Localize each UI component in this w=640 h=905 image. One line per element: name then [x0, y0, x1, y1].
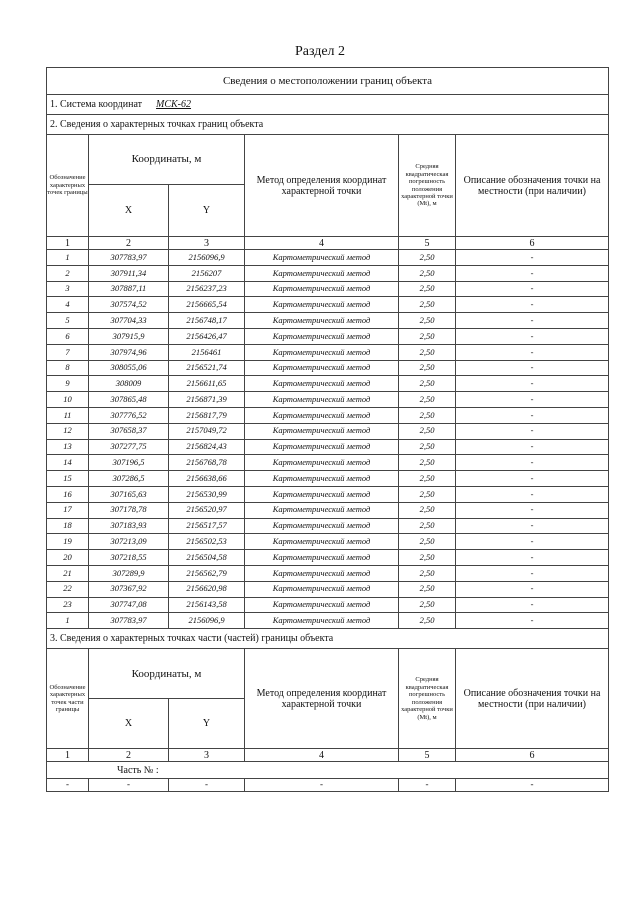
accuracy-cell: 2,50	[399, 360, 456, 376]
x-coordinate-cell: 307974,96	[89, 344, 169, 360]
description-cell: -	[456, 613, 609, 629]
col-number: 1	[47, 237, 89, 250]
x-coordinate-cell: 307277,75	[89, 439, 169, 455]
col-y-header: Y	[169, 185, 245, 237]
description-cell: -	[456, 281, 609, 297]
accuracy-cell: 2,50	[399, 376, 456, 392]
y-coordinate-cell: 2156562,79	[169, 565, 245, 581]
method-cell: Картометрический метод	[245, 502, 399, 518]
y-coordinate-cell: 2156520,97	[169, 502, 245, 518]
method-cell: Картометрический метод	[245, 439, 399, 455]
col-number: 2	[89, 237, 169, 250]
method-cell: Картометрический метод	[245, 534, 399, 550]
x-coordinate-cell: 307574,52	[89, 297, 169, 313]
table-row	[47, 597, 609, 613]
point-number-cell: 2	[47, 265, 89, 281]
method-cell: Картометрический метод	[245, 613, 399, 629]
point-number-cell: 23	[47, 597, 89, 613]
x-coordinate-cell: 307289,9	[89, 565, 169, 581]
table-row	[47, 439, 609, 455]
y-coordinate-cell: 2156638,66	[169, 471, 245, 487]
part-col-method-header: Метод определения координат характерной точки	[245, 649, 399, 749]
y-coordinate-cell: 2156096,9	[169, 613, 245, 629]
table-row	[47, 502, 609, 518]
method-cell: Картометрический метод	[245, 344, 399, 360]
x-coordinate-cell: 307783,97	[89, 613, 169, 629]
method-cell: Картометрический метод	[245, 518, 399, 534]
table-row	[47, 360, 609, 376]
table-row	[47, 250, 609, 266]
part-number-label: Часть № :	[47, 762, 609, 779]
description-cell: -	[456, 597, 609, 613]
point-number-cell: 6	[47, 328, 89, 344]
method-cell: Картометрический метод	[245, 313, 399, 329]
point-number-cell: 9	[47, 376, 89, 392]
x-coordinate-cell: 307911,34	[89, 265, 169, 281]
table-row	[47, 518, 609, 534]
x-coordinate-cell: 307747,08	[89, 597, 169, 613]
method-cell: Картометрический метод	[245, 392, 399, 408]
description-cell: -	[456, 534, 609, 550]
point-number-cell: 22	[47, 581, 89, 597]
col-number: 5	[399, 749, 456, 762]
empty-cell: -	[89, 779, 169, 792]
method-cell: Картометрический метод	[245, 565, 399, 581]
column-numbers-row	[47, 237, 609, 250]
accuracy-cell: 2,50	[399, 328, 456, 344]
col-number: 1	[47, 749, 89, 762]
x-coordinate-cell: 308055,06	[89, 360, 169, 376]
part-col-coords-header: Координаты, м	[89, 649, 245, 699]
y-coordinate-cell: 2156504,58	[169, 550, 245, 566]
part-col-designation-header: Обозначение характерных точек части границы	[47, 649, 89, 749]
point-number-cell: 12	[47, 423, 89, 439]
x-coordinate-cell: 307213,09	[89, 534, 169, 550]
method-cell: Картометрический метод	[245, 455, 399, 471]
point-number-cell: 11	[47, 407, 89, 423]
point-number-cell: 21	[47, 565, 89, 581]
part-col-x-header: X	[89, 699, 169, 749]
table-row	[47, 486, 609, 502]
table-row	[47, 407, 609, 423]
accuracy-cell: 2,50	[399, 392, 456, 408]
point-number-cell: 8	[47, 360, 89, 376]
description-cell: -	[456, 486, 609, 502]
accuracy-cell: 2,50	[399, 455, 456, 471]
y-coordinate-cell: 2156237,23	[169, 281, 245, 297]
part-empty-row	[47, 779, 609, 792]
part-col-accuracy-header: Средняя квадратическая погрешность положения характерной точки (Mt), м	[399, 649, 456, 749]
table-row	[47, 581, 609, 597]
point-number-cell: 3	[47, 281, 89, 297]
description-cell: -	[456, 376, 609, 392]
table-row	[47, 297, 609, 313]
x-coordinate-cell: 307286,5	[89, 471, 169, 487]
table-row	[47, 281, 609, 297]
y-coordinate-cell: 2156817,79	[169, 407, 245, 423]
table-row	[47, 376, 609, 392]
table-row	[47, 328, 609, 344]
x-coordinate-cell: 307887,11	[89, 281, 169, 297]
main-heading: Сведения о местоположении границ объекта	[47, 68, 609, 95]
point-number-cell: 1	[47, 613, 89, 629]
method-cell: Картометрический метод	[245, 250, 399, 266]
description-cell: -	[456, 565, 609, 581]
part-col-description-header: Описание обозначения точки на местности (при наличии)	[456, 649, 609, 749]
accuracy-cell: 2,50	[399, 265, 456, 281]
description-cell: -	[456, 518, 609, 534]
accuracy-cell: 2,50	[399, 534, 456, 550]
col-number: 5	[399, 237, 456, 250]
point-number-cell: 15	[47, 471, 89, 487]
x-coordinate-cell: 307178,78	[89, 502, 169, 518]
accuracy-cell: 2,50	[399, 313, 456, 329]
empty-cell: -	[456, 779, 609, 792]
y-coordinate-cell: 2156143,58	[169, 597, 245, 613]
x-coordinate-cell: 307196,5	[89, 455, 169, 471]
table-row	[47, 613, 609, 629]
method-cell: Картометрический метод	[245, 550, 399, 566]
point-number-cell: 17	[47, 502, 89, 518]
y-coordinate-cell: 2156426,47	[169, 328, 245, 344]
x-coordinate-cell: 307915,9	[89, 328, 169, 344]
point-number-cell: 18	[47, 518, 89, 534]
accuracy-cell: 2,50	[399, 550, 456, 566]
table-row	[47, 392, 609, 408]
x-coordinate-cell: 307183,93	[89, 518, 169, 534]
boundaries-table	[46, 67, 609, 792]
description-cell: -	[456, 581, 609, 597]
point-number-cell: 5	[47, 313, 89, 329]
description-cell: -	[456, 360, 609, 376]
part-col-y-header: Y	[169, 699, 245, 749]
accuracy-cell: 2,50	[399, 471, 456, 487]
description-cell: -	[456, 455, 609, 471]
y-coordinate-cell: 2157049,72	[169, 423, 245, 439]
col-number: 6	[456, 749, 609, 762]
description-cell: -	[456, 550, 609, 566]
description-cell: -	[456, 439, 609, 455]
empty-cell: -	[47, 779, 89, 792]
section3-heading: 3. Сведения о характерных точках части (частей) границы объекта	[47, 629, 609, 649]
method-cell: Картометрический метод	[245, 423, 399, 439]
method-cell: Картометрический метод	[245, 581, 399, 597]
table-row	[47, 534, 609, 550]
coordinate-system-row	[47, 95, 609, 115]
accuracy-cell: 2,50	[399, 297, 456, 313]
description-cell: -	[456, 407, 609, 423]
point-number-cell: 4	[47, 297, 89, 313]
table-row	[47, 455, 609, 471]
coordinate-system-label: 1. Система координат	[50, 99, 143, 110]
method-cell: Картометрический метод	[245, 597, 399, 613]
method-cell: Картометрический метод	[245, 328, 399, 344]
y-coordinate-cell: 2156461	[169, 344, 245, 360]
table-row	[47, 313, 609, 329]
description-cell: -	[456, 344, 609, 360]
y-coordinate-cell: 2156502,53	[169, 534, 245, 550]
point-number-cell: 14	[47, 455, 89, 471]
x-coordinate-cell: 307783,97	[89, 250, 169, 266]
accuracy-cell: 2,50	[399, 613, 456, 629]
x-coordinate-cell: 307704,33	[89, 313, 169, 329]
accuracy-cell: 2,50	[399, 581, 456, 597]
accuracy-cell: 2,50	[399, 439, 456, 455]
empty-cell: -	[169, 779, 245, 792]
table-row	[47, 550, 609, 566]
method-cell: Картометрический метод	[245, 486, 399, 502]
accuracy-cell: 2,50	[399, 502, 456, 518]
col-number: 3	[169, 237, 245, 250]
description-cell: -	[456, 423, 609, 439]
point-number-cell: 13	[47, 439, 89, 455]
point-number-cell: 7	[47, 344, 89, 360]
description-cell: -	[456, 328, 609, 344]
y-coordinate-cell: 2156517,57	[169, 518, 245, 534]
accuracy-cell: 2,50	[399, 250, 456, 266]
col-number: 6	[456, 237, 609, 250]
point-number-cell: 20	[47, 550, 89, 566]
col-number: 2	[89, 749, 169, 762]
description-cell: -	[456, 502, 609, 518]
x-coordinate-cell: 307865,48	[89, 392, 169, 408]
accuracy-cell: 2,50	[399, 344, 456, 360]
col-accuracy-header: Средняя квадратическая погрешность положения характерной точки (Mt), м	[399, 135, 456, 237]
empty-cell: -	[245, 779, 399, 792]
x-coordinate-cell: 307658,37	[89, 423, 169, 439]
y-coordinate-cell: 2156207	[169, 265, 245, 281]
table-row	[47, 471, 609, 487]
section2-heading: 2. Сведения о характерных точках границ объекта	[47, 115, 609, 135]
point-number-cell: 1	[47, 250, 89, 266]
description-cell: -	[456, 297, 609, 313]
part-column-numbers-row	[47, 749, 609, 762]
method-cell: Картометрический метод	[245, 360, 399, 376]
empty-cell: -	[399, 779, 456, 792]
y-coordinate-cell: 2156768,78	[169, 455, 245, 471]
accuracy-cell: 2,50	[399, 518, 456, 534]
description-cell: -	[456, 392, 609, 408]
y-coordinate-cell: 2156748,17	[169, 313, 245, 329]
accuracy-cell: 2,50	[399, 565, 456, 581]
accuracy-cell: 2,50	[399, 407, 456, 423]
col-number: 4	[245, 237, 399, 250]
col-number: 4	[245, 749, 399, 762]
accuracy-cell: 2,50	[399, 486, 456, 502]
x-coordinate-cell: 307776,52	[89, 407, 169, 423]
point-number-cell: 10	[47, 392, 89, 408]
x-coordinate-cell: 307218,55	[89, 550, 169, 566]
table-row	[47, 423, 609, 439]
table-row	[47, 265, 609, 281]
y-coordinate-cell: 2156824,43	[169, 439, 245, 455]
y-coordinate-cell: 2156521,74	[169, 360, 245, 376]
y-coordinate-cell: 2156096,9	[169, 250, 245, 266]
x-coordinate-cell: 308009	[89, 376, 169, 392]
description-cell: -	[456, 265, 609, 281]
method-cell: Картометрический метод	[245, 471, 399, 487]
x-coordinate-cell: 307165,63	[89, 486, 169, 502]
method-cell: Картометрический метод	[245, 407, 399, 423]
point-number-cell: 19	[47, 534, 89, 550]
table-row	[47, 344, 609, 360]
point-number-cell: 16	[47, 486, 89, 502]
page-title: Раздел 2	[294, 44, 346, 59]
coordinate-system-value: МСК-62	[156, 99, 192, 110]
col-x-header: X	[89, 185, 169, 237]
x-coordinate-cell: 307367,92	[89, 581, 169, 597]
y-coordinate-cell: 2156530,99	[169, 486, 245, 502]
col-number: 3	[169, 749, 245, 762]
accuracy-cell: 2,50	[399, 423, 456, 439]
description-cell: -	[456, 313, 609, 329]
table-row	[47, 565, 609, 581]
description-cell: -	[456, 250, 609, 266]
method-cell: Картометрический метод	[245, 265, 399, 281]
col-coords-header: Координаты, м	[89, 135, 245, 185]
col-designation-header: Обозначение характерных точек границы	[47, 135, 89, 237]
method-cell: Картометрический метод	[245, 281, 399, 297]
method-cell: Картометрический метод	[245, 376, 399, 392]
col-method-header: Метод определения координат характерной точки	[245, 135, 399, 237]
method-cell: Картометрический метод	[245, 297, 399, 313]
col-description-header: Описание обозначения точки на местности (при наличии)	[456, 135, 609, 237]
y-coordinate-cell: 2156611,65	[169, 376, 245, 392]
description-cell: -	[456, 471, 609, 487]
y-coordinate-cell: 2156620,98	[169, 581, 245, 597]
y-coordinate-cell: 2156871,39	[169, 392, 245, 408]
accuracy-cell: 2,50	[399, 281, 456, 297]
y-coordinate-cell: 2156665,54	[169, 297, 245, 313]
accuracy-cell: 2,50	[399, 597, 456, 613]
